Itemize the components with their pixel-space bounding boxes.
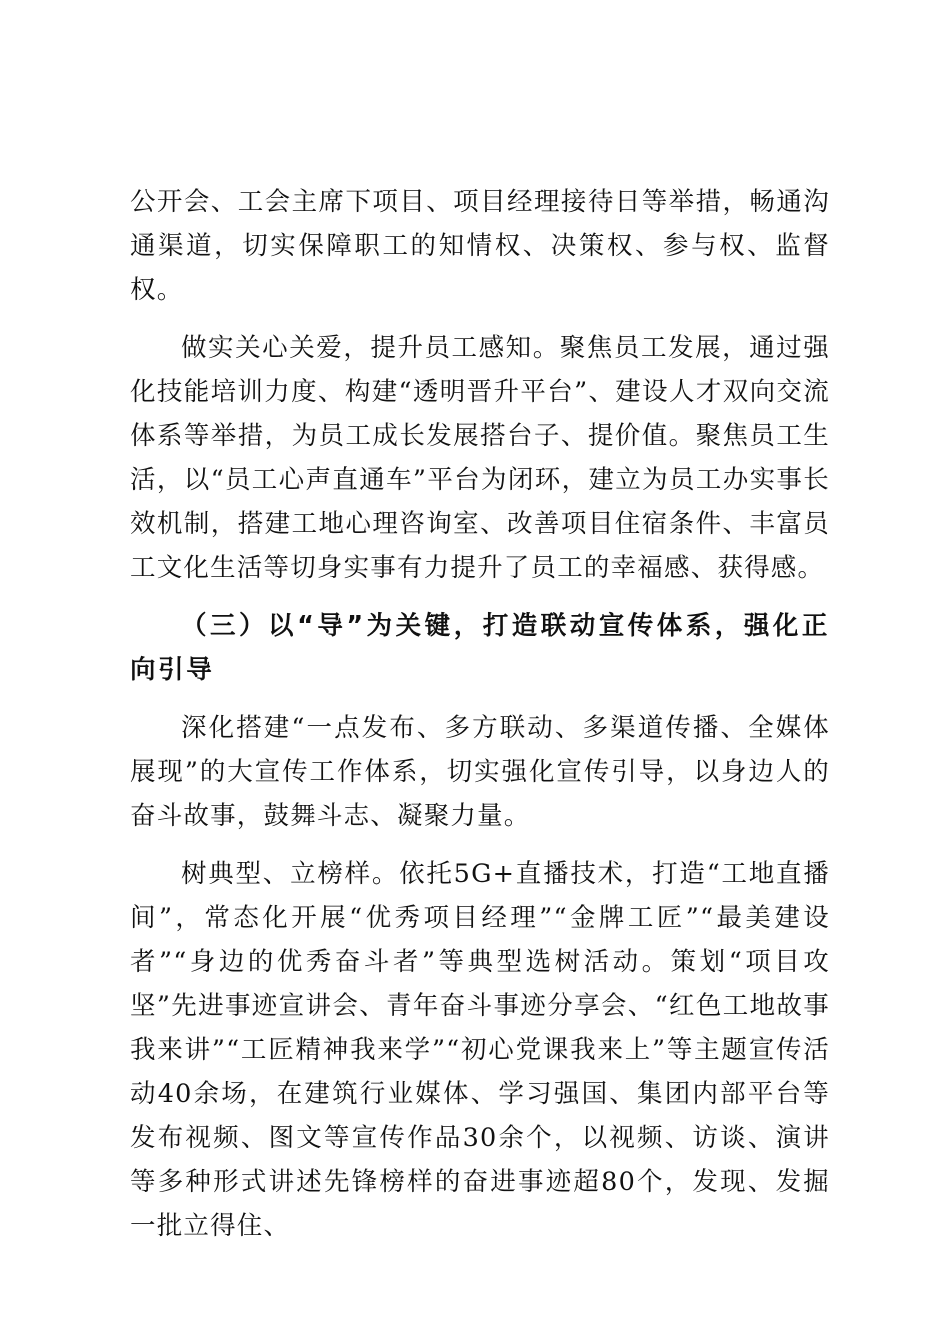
paragraph-publicity-system: 深化搭建“一点发布、多方联动、多渠道传播、全媒体展现”的大宣传工作体系，切实强化宣传引导，以身边人的奋斗故事，鼓舞斗志、凝聚力量。 [130, 713, 830, 831]
paragraph-continuation: 公开会、工会主席下项目、项目经理接待日等举措，畅通沟通渠道，切实保障职工的知情权、决策权、参与权、监督权。 [130, 187, 830, 305]
document-body [130, 180, 830, 1248]
paragraph-care: 做实关心关爱，提升员工感知。聚焦员工发展，通过强化技能培训力度、构建“透明晋升平台”、建设人才双向交流体系等举措，为员工成长发展搭台子、提价值。聚焦员工生活，以“员工心声直通车”平台为闭环，建立为员工办实事长效机制，搭建工地心理咨询室、改善项目住宿条件、丰富员工文化生活等切身实事有力提升了员工的幸福感、获得感。 [130, 333, 830, 583]
paragraph-role-models: 树典型、立榜样。依托5G+直播技术，打造“工地直播间”，常态化开展“优秀项目经理”“金牌工匠”“最美建设者”“身边的优秀奋斗者”等典型选树活动。策划“项目攻坚”先进事迹宣讲会、青年奋斗事迹分享会、“红色工地故事我来讲”“工匠精神我来学”“初心党课我来上”等主题宣传活动40余场，在建筑行业媒体、学习强国、集团内部平台等发布视频、图文等宣传作品30余个，以视频、访谈、演讲等多种形式讲述先锋榜样的奋进事迹超80个，发现、发掘一批立得住、 [130, 859, 830, 1241]
section-heading: （三）以“导”为关键，打造联动宣传体系，强化正向引导 [130, 611, 830, 685]
